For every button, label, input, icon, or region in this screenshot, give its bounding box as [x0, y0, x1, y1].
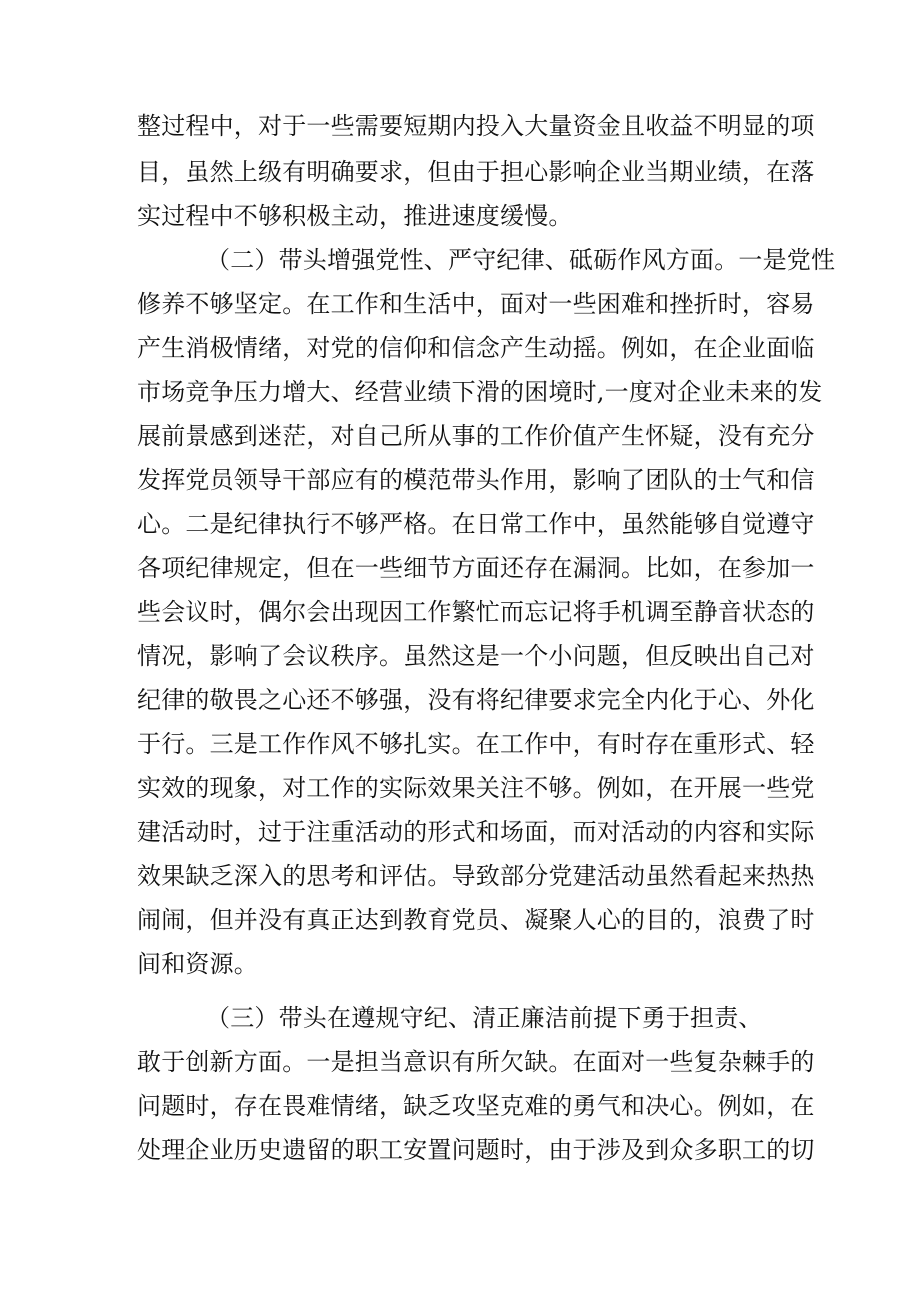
text-line: 心。二是纪律执行不够严格。在日常工作中，虽然能够自觉遵守 — [137, 510, 815, 538]
text-line: 实过程中不够积极主动，推进速度缓慢。 — [137, 202, 573, 230]
text-line: 纪律的敬畏之心还不够强，没有将纪律要求完全内化于心、外化 — [137, 686, 815, 714]
text-line: 建活动时，过于注重活动的形式和场面，而对活动的内容和实际 — [137, 818, 815, 846]
text-line: 各项纪律规定，但在一些细节方面还存在漏洞。比如，在参加一 — [137, 554, 815, 582]
text-line: （三）带头在遵规守纪、清正廉洁前提下勇于担责、 — [206, 1004, 763, 1032]
text-line: 目，虽然上级有明确要求，但由于担心影响企业当期业绩，在落 — [137, 158, 815, 186]
text-line: 实效的现象，对工作的实际效果关注不够。例如，在开展一些党 — [137, 774, 815, 802]
text-line: 问题时，存在畏难情绪，缺乏攻坚克难的勇气和决心。例如，在 — [137, 1092, 815, 1120]
text-line: 情况，影响了会议秩序。虽然这是一个小问题，但反映出自己对 — [137, 642, 815, 670]
text-line: 修养不够坚定。在工作和生活中，面对一些困难和挫折时，容易 — [137, 290, 815, 318]
text-line: 发挥党员领导干部应有的模范带头作用，影响了团队的士气和信 — [137, 466, 815, 494]
text-line: 市场竞争压力增大、经营业绩下滑的困境时,一度对企业未来的发 — [137, 378, 823, 406]
text-line: 效果缺乏深入的思考和评估。导致部分党建活动虽然看起来热热 — [137, 862, 815, 890]
text-line: 闹闹，但并没有真正达到教育党员、凝聚人心的目的，浪费了时 — [137, 906, 815, 934]
text-line: 些会议时，偶尔会出现因工作繁忙而忘记将手机调至静音状态的 — [137, 598, 815, 626]
text-line: 整过程中，对于一些需要短期内投入大量资金且收益不明显的项 — [137, 112, 815, 140]
text-line: 展前景感到迷茫，对自己所从事的工作价值产生怀疑，没有充分 — [137, 422, 815, 450]
text-line: 于行。三是工作作风不够扎实。在工作中，有时存在重形式、轻 — [137, 730, 815, 758]
text-line: 间和资源。 — [137, 950, 258, 978]
text-line: 敢于创新方面。一是担当意识有所欠缺。在面对一些复杂棘手的 — [137, 1048, 815, 1076]
text-line: （二）带头增强党性、严守纪律、砥砺作风方面。一是党性 — [206, 246, 836, 274]
text-line: 处理企业历史遗留的职工安置问题时，由于涉及到众多职工的切 — [137, 1136, 815, 1164]
text-line: 产生消极情绪，对党的信仰和信念产生动摇。例如，在企业面临 — [137, 334, 815, 362]
